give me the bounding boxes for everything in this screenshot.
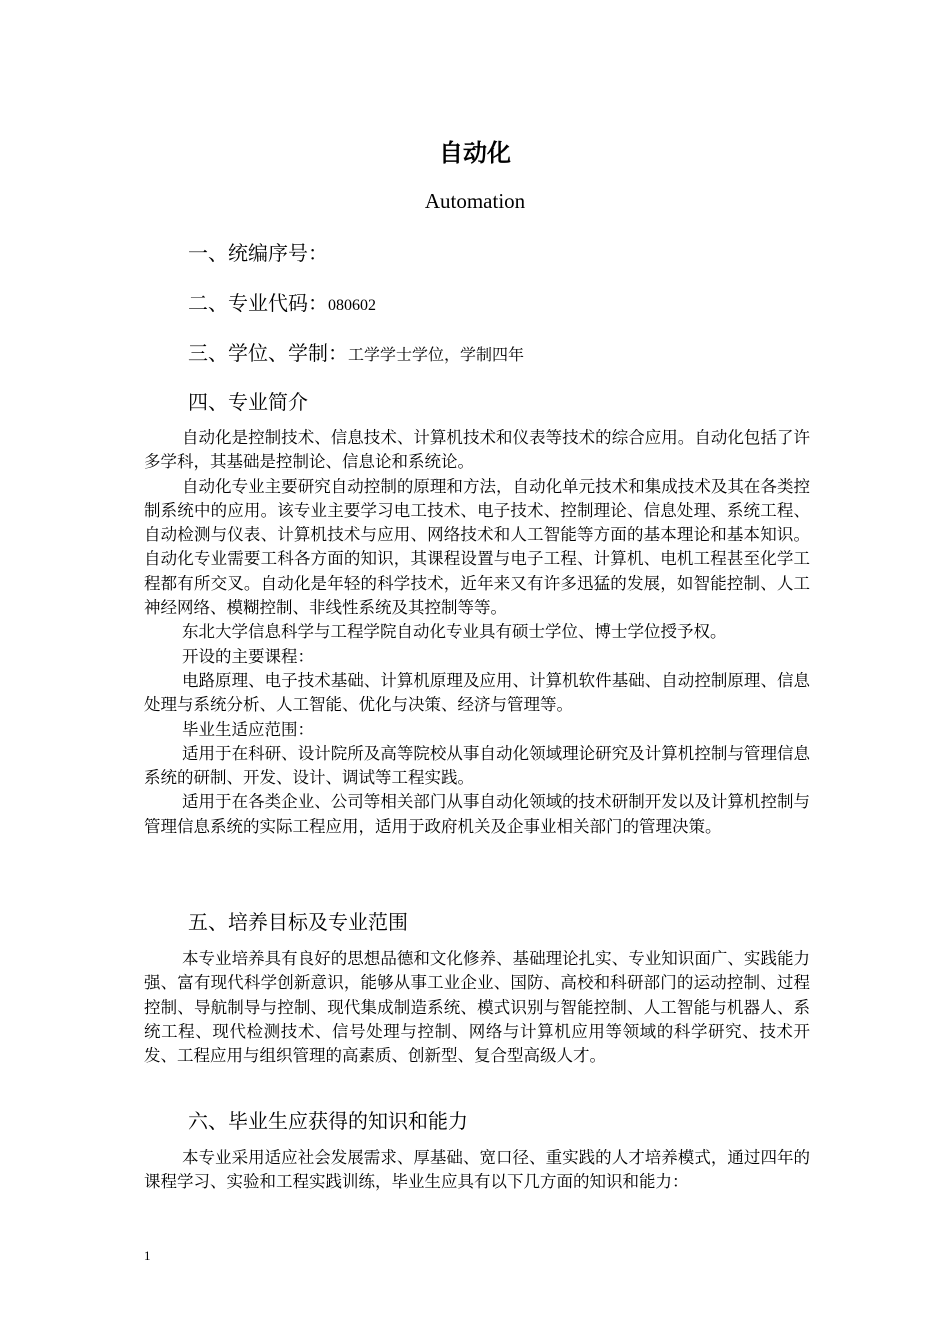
document-title: 自动化 (439, 139, 511, 167)
section-intro-heading: 四、专业简介 (188, 390, 308, 414)
ability-paragraph: 本专业采用适应社会发展需求、厚基础、宽口径、重实践的人才培养模式，通过四年的课程学习、实验和工程实践训练，毕业生应具有以下几方面的知识和能力： (144, 1148, 810, 1192)
document-subtitle: Automation (424, 189, 526, 213)
section-serial-label: 一、统编序号： (188, 241, 328, 265)
section-degree-value: 工学学士学位，学制四年 (348, 345, 525, 364)
intro-paragraph: 适用于在科研、设计院所及高等院校从事自动化领域理论研究及计算机控制与管理信息系统的研制、开发、设计、调试等工程实践。 (144, 743, 810, 788)
section-intro-body (144, 426, 810, 839)
section-major-code-value: 080602 (328, 297, 376, 314)
section-degree-label: 三、学位、学制： (188, 341, 348, 365)
section-major-code-label: 二、专业代码： (188, 291, 328, 315)
section-degree (188, 340, 524, 368)
intro-paragraph: 电路原理、电子技术基础、计算机原理及应用、计算机软件基础、自动控制原理、信息处理与系统分析、人工智能、优化与决策、经济与管理等。 (144, 670, 810, 715)
intro-paragraph: 适用于在各类企业、公司等相关部门从事自动化领域的技术研制开发以及计算机控制与管理信息系统的实际工程应用，适用于政府机关及企事业相关部门的管理决策。 (144, 792, 810, 836)
intro-paragraph: 自动化专业主要研究自动控制的原理和方法，自动化单元技术和集成技术及其在各类控制系统中的应用。该专业主要学习电工技术、电子技术、控制理论、信息处理、系统工程、自动检测与仪表、计算机技术与应用、网络技术和人工智能等方面的基本理论和基本知识。自动化专业需要工科各方面的知识，其课程设置与电子工程、计算机、电机工程甚至化学工程都有所交叉。自动化是年轻的科学技术，近年来又有许多迅猛的发展，如智能控制、人工神经网络、模糊控制、非线性系统及其控制等等。 (144, 476, 810, 618)
intro-paragraph: 开设的主要课程： (182, 646, 314, 666)
intro-paragraph: 自动化是控制技术、信息技术、计算机技术和仪表等技术的综合应用。自动化包括了许多学科，其基础是控制论、信息论和系统论。 (144, 428, 810, 472)
section-serial-number (188, 240, 328, 266)
intro-paragraph: 毕业生适应范围： (182, 719, 314, 739)
page-number: 1 (144, 1248, 151, 1263)
section-goal-body (144, 947, 810, 1068)
section-goal-heading: 五、培养目标及专业范围 (188, 910, 408, 934)
section-ability-heading: 六、毕业生应获得的知识和能力 (188, 1109, 468, 1133)
intro-paragraph: 东北大学信息科学与工程学院自动化专业具有硕士学位、博士学位授予权。 (182, 622, 727, 642)
section-ability-body (144, 1146, 810, 1195)
section-major-code (188, 290, 376, 319)
goal-paragraph: 本专业培养具有良好的思想品德和文化修养、基础理论扎实、专业知识面广、实践能力强、富有现代科学创新意识，能够从事工业企业、国防、高校和科研部门的运动控制、过程控制、导航制导与控制、现代集成制造系统、模式识别与智能控制、人工智能与机器人、系统工程、现代检测技术、信号处理与控制、网络与计算机应用等领域的科学研究、技术开发、工程应用与组织管理的高素质、创新型、复合型高级人才。 (144, 949, 810, 1066)
